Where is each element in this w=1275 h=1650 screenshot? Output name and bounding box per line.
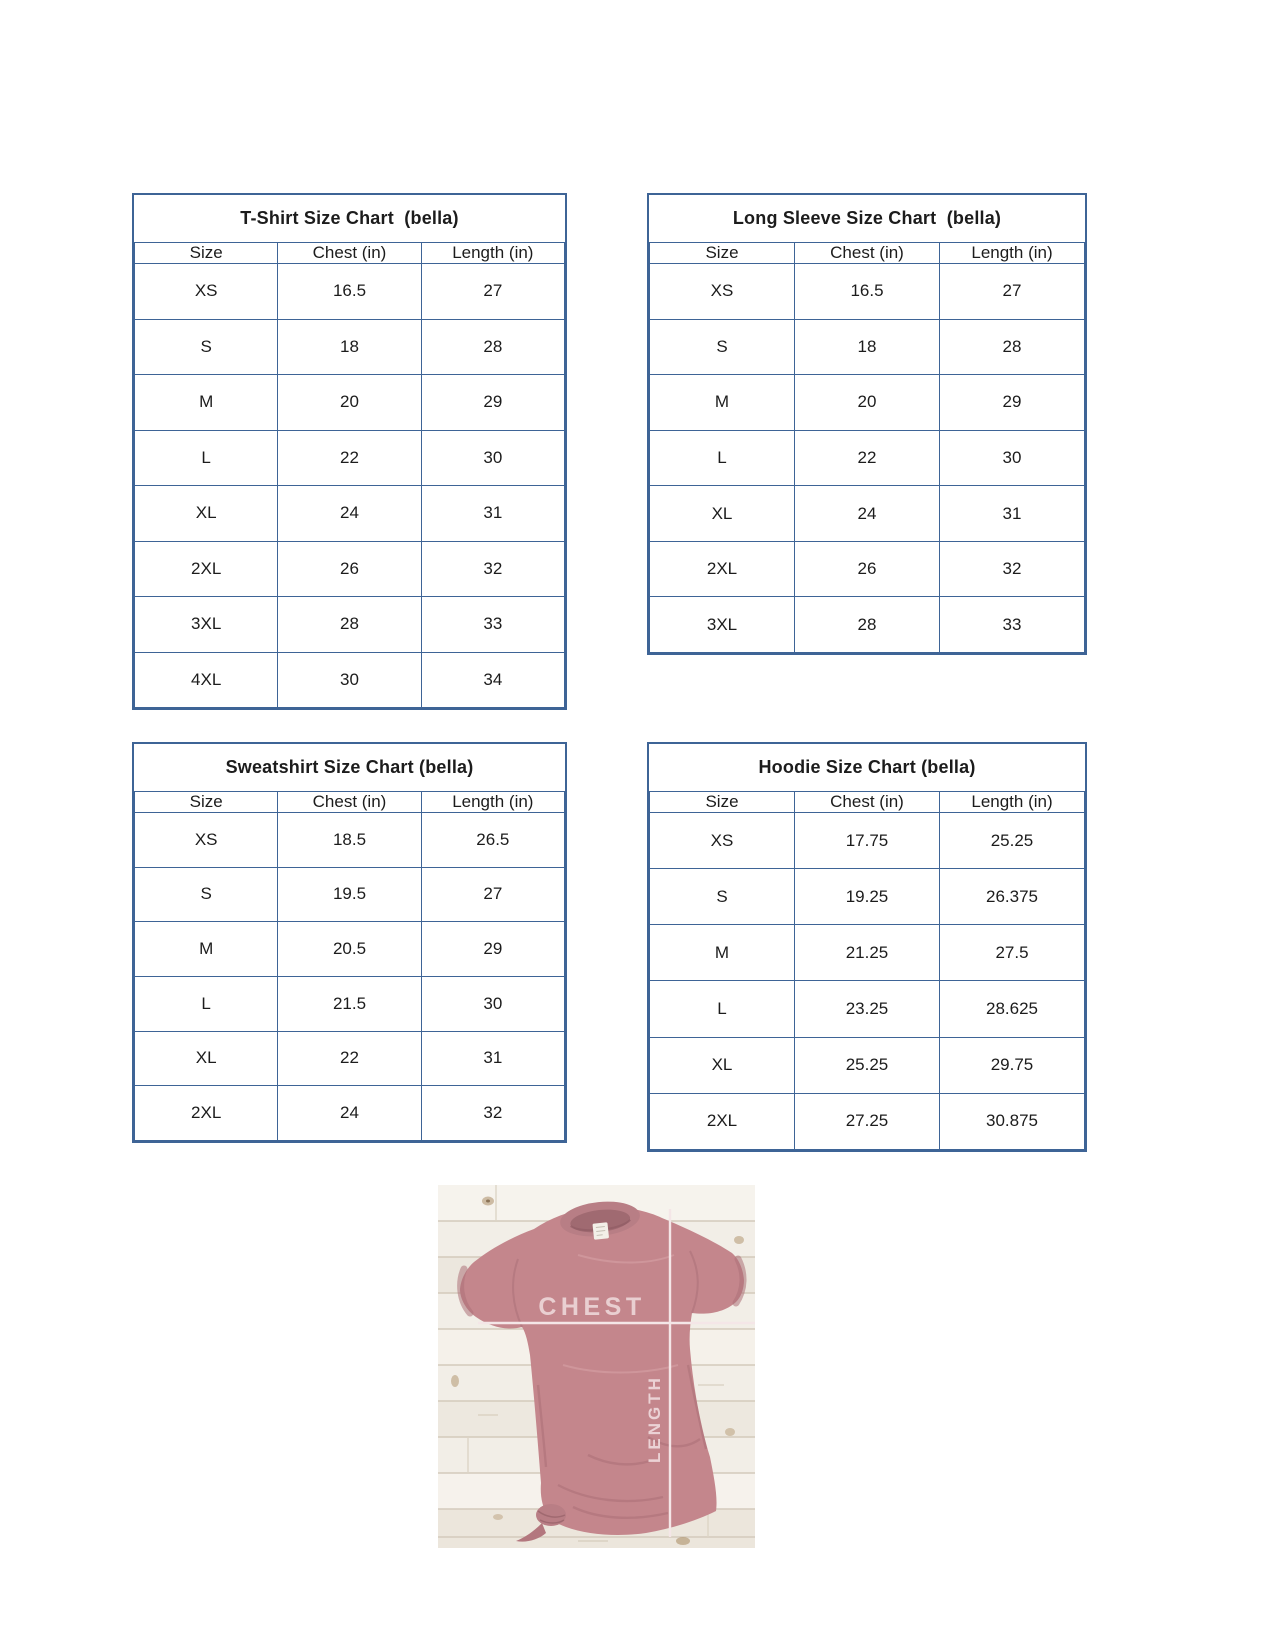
column-header: Size <box>135 243 278 264</box>
column-header: Size <box>650 792 795 813</box>
table-cell: L <box>135 430 278 486</box>
table-cell: 2XL <box>135 1086 278 1141</box>
table-cell: 27 <box>421 264 564 320</box>
longsleeve-table-title: Long Sleeve Size Chart (bella) <box>732 208 1002 228</box>
table-cell: 28 <box>278 597 421 653</box>
table-cell: 25.25 <box>795 1037 940 1093</box>
table-row <box>135 1086 565 1141</box>
tshirt-table-head <box>135 243 565 264</box>
table-cell: 29 <box>940 375 1085 431</box>
table-cell: 19.25 <box>795 869 940 925</box>
table-header-row <box>650 792 1085 813</box>
table-cell: 27.5 <box>940 925 1085 981</box>
hoodie-size-chart <box>647 742 1087 1152</box>
table-cell: 22 <box>795 430 940 486</box>
table-cell: 2XL <box>650 541 795 597</box>
table-cell: 26.375 <box>940 869 1085 925</box>
table-cell: 28.625 <box>940 981 1085 1037</box>
table-cell: S <box>650 319 795 375</box>
table-cell: L <box>650 981 795 1037</box>
table-header-row <box>135 792 565 813</box>
tshirt-table-body <box>135 264 565 708</box>
table-row <box>135 976 565 1031</box>
table-cell: XL <box>650 486 795 542</box>
table-cell: 21.25 <box>795 925 940 981</box>
table-cell: 26.5 <box>421 813 564 868</box>
longsleeve-table <box>649 242 1085 653</box>
table-cell: 31 <box>940 486 1085 542</box>
column-header: Length (in) <box>421 243 564 264</box>
sweatshirt-size-chart <box>132 742 567 1143</box>
chest-label: CHEST <box>538 1293 646 1321</box>
table-cell: 24 <box>278 1086 421 1141</box>
hoodie-table-head <box>650 792 1085 813</box>
table-cell: S <box>135 319 278 375</box>
table-cell: M <box>135 375 278 431</box>
measurement-guide-illustration <box>438 1185 755 1548</box>
table-row <box>650 1093 1085 1149</box>
table-row <box>650 375 1085 431</box>
table-cell: XL <box>135 1031 278 1086</box>
table-row <box>650 925 1085 981</box>
table-row <box>135 922 565 977</box>
column-header: Size <box>135 792 278 813</box>
table-cell: 22 <box>278 430 421 486</box>
table-cell: 4XL <box>135 652 278 708</box>
table-row <box>650 813 1085 869</box>
table-cell: XS <box>650 813 795 869</box>
table-cell: 32 <box>421 541 564 597</box>
table-row <box>650 541 1085 597</box>
table-cell: L <box>135 976 278 1031</box>
sweatshirt-table-title: Sweatshirt Size Chart (bella) <box>225 757 474 777</box>
table-cell: S <box>135 867 278 922</box>
table-cell: 33 <box>421 597 564 653</box>
table-row <box>650 597 1085 653</box>
table-row <box>135 1031 565 1086</box>
column-header: Size <box>650 243 795 264</box>
table-cell: 16.5 <box>795 264 940 320</box>
table-cell: 30 <box>278 652 421 708</box>
table-cell: 19.5 <box>278 867 421 922</box>
table-cell: 18 <box>795 319 940 375</box>
table-row <box>135 813 565 868</box>
table-cell: 30 <box>421 430 564 486</box>
table-cell: XS <box>135 264 278 320</box>
table-cell: 29 <box>421 922 564 977</box>
tshirt-table-title: T-Shirt Size Chart (bella) <box>240 208 459 228</box>
column-header: Length (in) <box>421 792 564 813</box>
table-cell: 28 <box>421 319 564 375</box>
table-cell: 18.5 <box>278 813 421 868</box>
column-header: Chest (in) <box>795 792 940 813</box>
table-row <box>135 486 565 542</box>
table-cell: XL <box>135 486 278 542</box>
table-cell: 34 <box>421 652 564 708</box>
longsleeve-table-head <box>650 243 1085 264</box>
table-row <box>650 1037 1085 1093</box>
hoodie-table-title: Hoodie Size Chart (bella) <box>758 757 976 777</box>
tshirt-table <box>134 242 565 708</box>
tshirt-size-chart <box>132 193 567 710</box>
longsleeve-table-body <box>650 264 1085 653</box>
table-cell: S <box>650 869 795 925</box>
table-cell: 20 <box>795 375 940 431</box>
longsleeve-size-chart <box>647 193 1087 655</box>
table-row <box>135 319 565 375</box>
table-row <box>135 597 565 653</box>
length-label: LENGTH <box>645 1375 664 1463</box>
table-row <box>650 869 1085 925</box>
table-cell: 2XL <box>650 1093 795 1149</box>
table-cell: 27.25 <box>795 1093 940 1149</box>
table-cell: 24 <box>795 486 940 542</box>
table-cell: 27 <box>940 264 1085 320</box>
column-header: Chest (in) <box>278 243 421 264</box>
table-cell: M <box>135 922 278 977</box>
column-header: Length (in) <box>940 792 1085 813</box>
table-cell: 26 <box>795 541 940 597</box>
table-cell: 16.5 <box>278 264 421 320</box>
table-cell: XL <box>650 1037 795 1093</box>
table-cell: 31 <box>421 486 564 542</box>
table-cell: 33 <box>940 597 1085 653</box>
hoodie-table-body <box>650 813 1085 1150</box>
table-cell: 30 <box>421 976 564 1031</box>
table-cell: 21.5 <box>278 976 421 1031</box>
table-cell: 32 <box>940 541 1085 597</box>
table-header-row <box>650 243 1085 264</box>
table-row <box>650 430 1085 486</box>
table-cell: 29.75 <box>940 1037 1085 1093</box>
table-cell: 18 <box>278 319 421 375</box>
table-cell: 22 <box>278 1031 421 1086</box>
sweatshirt-table-body <box>135 813 565 1141</box>
table-row <box>135 264 565 320</box>
table-row <box>135 541 565 597</box>
table-cell: 31 <box>421 1031 564 1086</box>
column-header: Chest (in) <box>278 792 421 813</box>
column-header: Length (in) <box>940 243 1085 264</box>
sweatshirt-table-head <box>135 792 565 813</box>
table-cell: 23.25 <box>795 981 940 1037</box>
table-cell: 2XL <box>135 541 278 597</box>
table-row <box>135 375 565 431</box>
table-row <box>135 867 565 922</box>
table-row <box>650 319 1085 375</box>
table-cell: 32 <box>421 1086 564 1141</box>
table-cell: 27 <box>421 867 564 922</box>
table-cell: 30 <box>940 430 1085 486</box>
table-cell: 17.75 <box>795 813 940 869</box>
table-cell: XS <box>650 264 795 320</box>
table-cell: 28 <box>940 319 1085 375</box>
table-cell: 20.5 <box>278 922 421 977</box>
table-cell: 24 <box>278 486 421 542</box>
table-row <box>650 981 1085 1037</box>
table-cell: 3XL <box>650 597 795 653</box>
table-cell: 25.25 <box>940 813 1085 869</box>
sweatshirt-table <box>134 791 565 1141</box>
table-cell: M <box>650 925 795 981</box>
table-cell: XS <box>135 813 278 868</box>
column-header: Chest (in) <box>795 243 940 264</box>
table-cell: 29 <box>421 375 564 431</box>
table-cell: 26 <box>278 541 421 597</box>
table-cell: L <box>650 430 795 486</box>
table-header-row <box>135 243 565 264</box>
table-row <box>650 486 1085 542</box>
measurement-guide-photo <box>438 1185 755 1548</box>
hoodie-table <box>649 791 1085 1150</box>
table-row <box>650 264 1085 320</box>
table-cell: 28 <box>795 597 940 653</box>
table-cell: M <box>650 375 795 431</box>
table-cell: 20 <box>278 375 421 431</box>
table-cell: 3XL <box>135 597 278 653</box>
table-cell: 30.875 <box>940 1093 1085 1149</box>
table-row <box>135 430 565 486</box>
table-row <box>135 652 565 708</box>
